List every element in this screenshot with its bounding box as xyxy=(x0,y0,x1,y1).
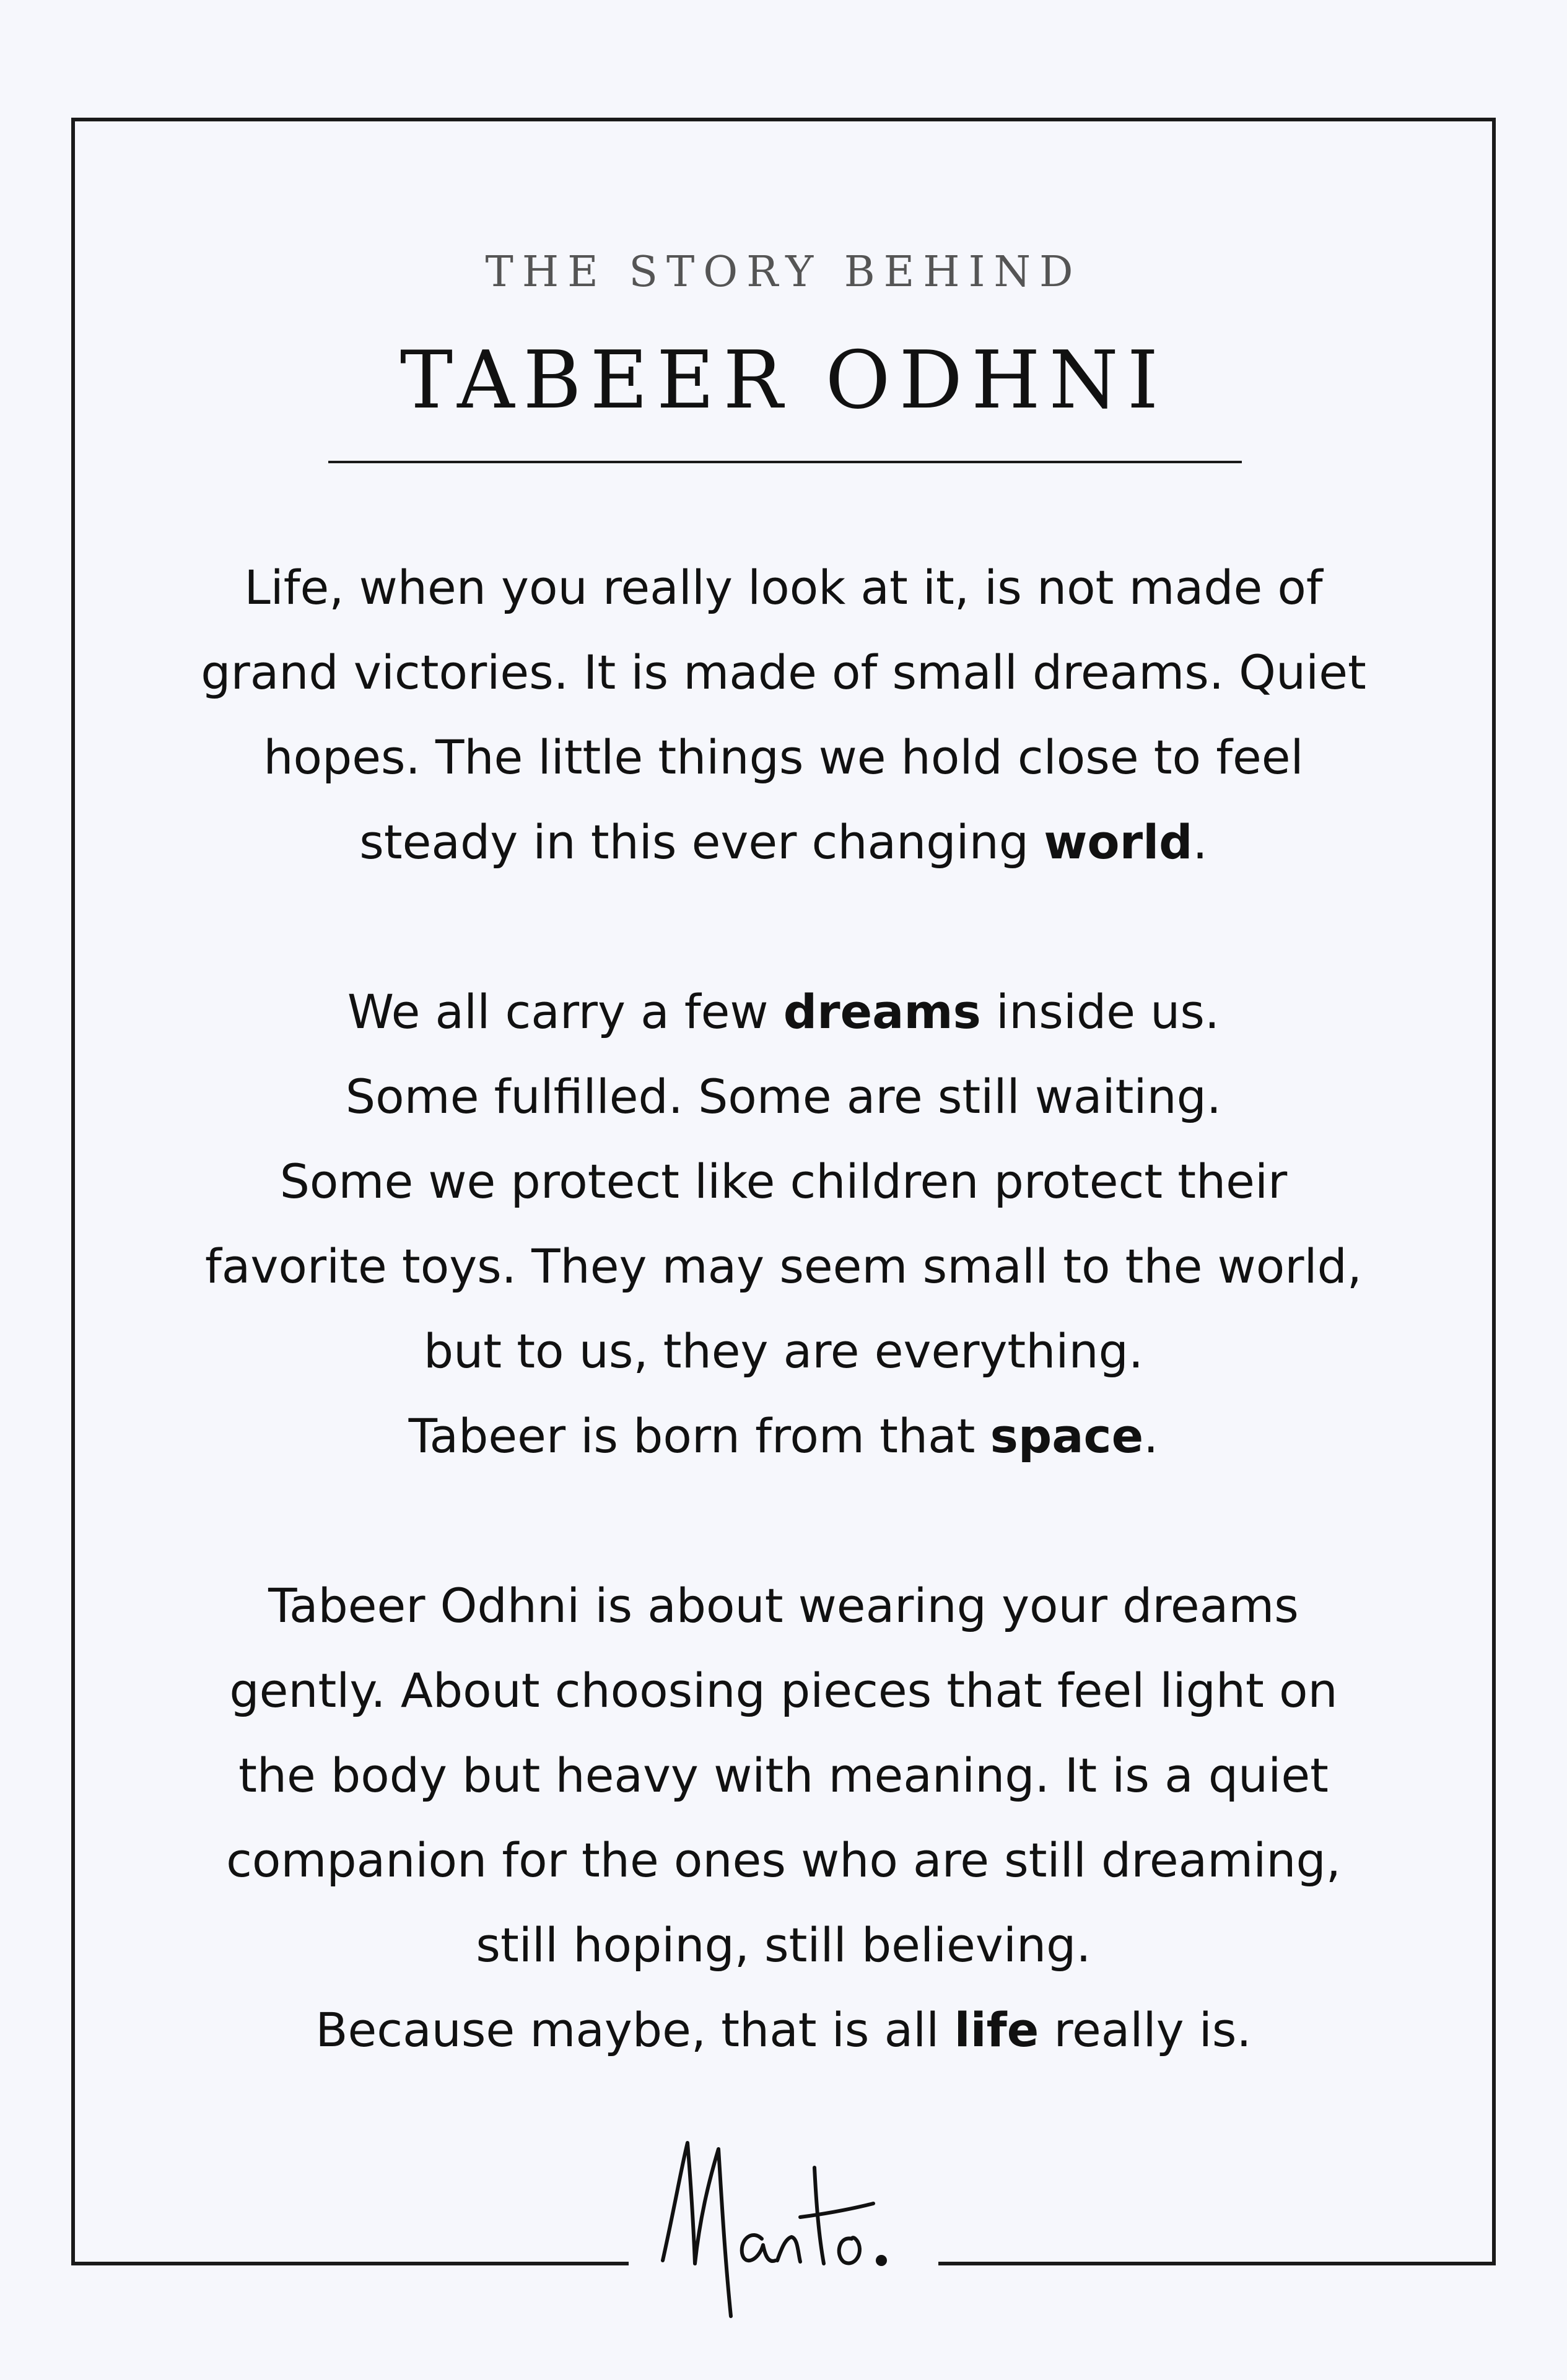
line-text: really is. xyxy=(1039,2002,1252,2057)
line-text: Some we protect like children protect their xyxy=(279,1154,1288,1209)
story-line xyxy=(133,545,1434,630)
line-text: . xyxy=(1192,814,1208,870)
header-kicker: THE STORY BEHIND xyxy=(485,248,1082,297)
line-text: but to us, they are everything. xyxy=(423,1323,1144,1379)
line-text: Some fulfilled. Some are still waiting. xyxy=(345,1069,1222,1124)
line-text: grand victories. It is made of small dreams. Quiet xyxy=(201,645,1366,700)
story-paragraph xyxy=(133,1563,1434,2072)
line-text: companion for the ones who are still dreaming, xyxy=(226,1833,1341,1888)
line-text: Tabeer is born from that xyxy=(408,1408,990,1463)
story-line xyxy=(133,969,1434,1054)
story-line xyxy=(133,715,1434,800)
line-text: Tabeer Odhni is about wearing your dreams xyxy=(268,1578,1299,1633)
story-line xyxy=(133,1733,1434,1818)
story-line xyxy=(133,800,1434,884)
line-text: gently. About choosing pieces that feel light on xyxy=(229,1663,1338,1718)
signature-manto xyxy=(638,2130,929,2335)
line-text: Life, when you really look at it, is not made of xyxy=(244,560,1323,615)
emphasis-word: life xyxy=(954,2002,1039,2057)
title-divider xyxy=(328,461,1242,463)
line-text: the body but heavy with meaning. It is a quiet xyxy=(238,1748,1329,1803)
emphasis-word: world xyxy=(1044,814,1193,870)
emphasis-word: space xyxy=(990,1408,1144,1463)
emphasis-word: dreams xyxy=(783,984,981,1039)
story-line xyxy=(133,1563,1434,1648)
page-border-bottom-right xyxy=(938,2262,1496,2265)
story-line xyxy=(133,1309,1434,1393)
line-text: favorite toys. They may seem small to the world, xyxy=(205,1239,1362,1294)
line-text: . xyxy=(1143,1408,1159,1463)
story-line xyxy=(133,630,1434,715)
line-text: hopes. The little things we hold close to feel xyxy=(263,730,1304,785)
page-title: TABEER ODHNI xyxy=(399,334,1168,427)
line-text: inside us. xyxy=(980,984,1220,1039)
line-text: still hoping, still believing. xyxy=(476,1917,1091,1972)
line-text: Because maybe, that is all xyxy=(315,2002,954,2057)
story-line xyxy=(133,1987,1434,2072)
story-paragraph xyxy=(133,969,1434,1478)
story-line xyxy=(133,1648,1434,1733)
story-line xyxy=(133,1139,1434,1224)
story-line xyxy=(133,1224,1434,1309)
story-line xyxy=(133,1903,1434,1987)
story-line xyxy=(133,1054,1434,1139)
line-text: We all carry a few xyxy=(347,984,784,1039)
page-border-bottom-left xyxy=(71,2262,629,2265)
story-line xyxy=(133,1818,1434,1903)
story-line xyxy=(133,1393,1434,1478)
line-text: steady in this ever changing xyxy=(359,814,1044,870)
story-paragraph xyxy=(133,545,1434,884)
story-body xyxy=(133,545,1434,2072)
